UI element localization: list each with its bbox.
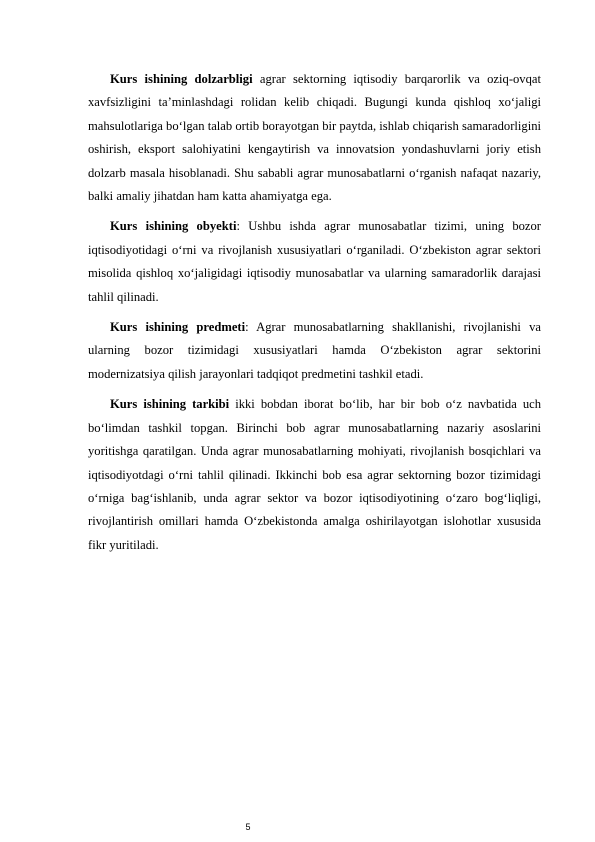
paragraph-relevance-heading: Kurs ishining dolzarbligi — [110, 72, 253, 86]
paragraph-object-heading: Kurs ishining obyekti — [110, 219, 237, 234]
paragraph-structure-text: ikki bobdan iborat bo‘lib, har bir bob o‘z navbatida uch bo‘limdan tashkil topgan. Birinchi bob agrar munosabatlarning nazariy asoslarini yoritishga qaratilgan. Unda agrar munosabatlarning mohiyati, rivojlanish bosqichlari va iqtisodiyotdagi o‘rni tahlil qilinadi. Ikkinchi bob esa agrar sektorning bozor tizimidagi o‘rniga bag‘ishlanib, unda agrar sektor va bozor iqtisodiyotining o‘zaro bog‘liqligi, rivojlantirish omillari hamda O‘zbekistonda amalga oshirilayotgan islohotlar xususida fikr yuritiladi. — [88, 397, 542, 552]
paragraph-object-text: : Ushbu ishda agrar munosabatlar tizimi, uning bozor iqtisodiyotidagi o‘rni va rivojlanish xususiyatlari o‘rganiladi. O‘zbekiston agrar sektori misolida qishloq xo‘jaligidagi iqtisodiy munosabatlar va ularning samaradorlik darajasi tahlil qilinadi. — [88, 219, 541, 304]
paragraph-structure — [88, 393, 541, 557]
paragraph-structure-heading: Kurs ishining tarkibi — [110, 397, 230, 412]
paragraph-subject-text: : Agrar munosabatlarning shakllanishi, rivojlanishi va ularning bozor tizimidagi xususiyatlari hamda O‘zbekiston agrar sektorini modernizatsiya qilish jarayonlari tadqiqot predmetini tashkil etadi. — [88, 320, 542, 381]
paragraph-subject — [88, 316, 541, 386]
page-number: 5 — [245, 822, 251, 832]
paragraph-relevance — [88, 68, 541, 208]
document-body — [88, 68, 541, 564]
paragraph-relevance-text: agrar sektorning iqtisodiy barqarorlik va oziq-ovqat xavfsizligini ta’minlashdagi rolidan kelib chiqadi. Bugungi kunda qishloq xo‘jaligi mahsulotlariga bo‘lgan talab ortib borayotgan bir paytda, ishlab chiqarish samaradorligini oshirish, eksport salohiyatini kengaytirish va innovatsion yondashuvlarni joriy etish dolzarb masala hisoblanadi. Shu sababli agrar munosabatlarni o‘rganish nafaqat nazariy, balki amaliy jihatdan ham katta ahamiyatga ega. — [88, 72, 541, 204]
paragraph-subject-heading: Kurs ishining predmeti — [110, 320, 246, 335]
paragraph-object — [88, 215, 541, 309]
